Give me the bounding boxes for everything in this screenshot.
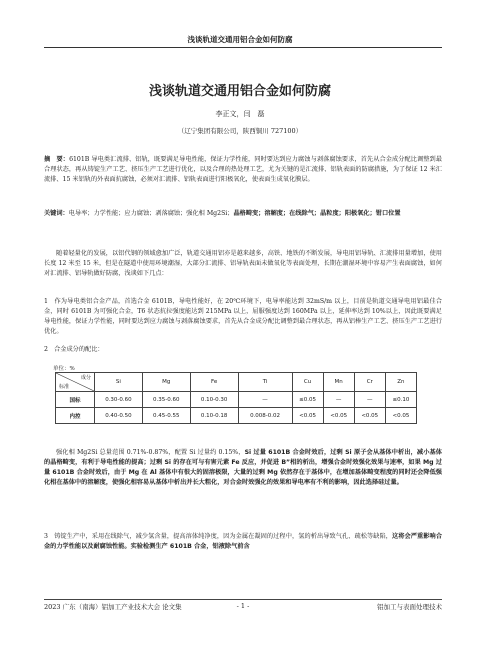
- table-cell: <0.05: [385, 408, 416, 424]
- table-header-row: [56, 373, 417, 392]
- introduction: 随着轻量化的发展，以铝代钢的领域愈加广泛，轨道交通用铝亦是越来越多，高铁、地铁的不断发展，导电用铝导轨、汇流排用量增加，使用长度 12 米至 15 米，但是在隧道中使用环境潮湿，大部分汇流排、铝导轨表面未做氧化等表面处理，长期在潮湿环境中容易产生表面腐蚀，如何对汇流排、铝导轨做好防腐，浅谈如下几点：: [44, 250, 442, 277]
- table-cell: 0.35-0.60: [142, 392, 190, 408]
- corner-bottom-label: 标准: [59, 384, 70, 390]
- table-header-cell: Ti: [238, 373, 292, 392]
- abstract: [44, 155, 442, 185]
- section3-bold: 这将会严重影响合金的力学性能以及耐腐蚀性能。实验检测生产 6101B 合金，铝液除气前含: [44, 533, 443, 550]
- table-cell: —: [323, 392, 354, 408]
- table-unit: 单位：%: [53, 366, 75, 372]
- row-label: 内控: [56, 408, 95, 424]
- abstract-text: 6101B 导电类汇流排、铝轨，既要满足导电性能，保证力学性能，同时要达到应力腐蚀与剥落腐蚀要求，首先从合金成分配比调整到最合理状态，再从铸锭生产工艺、挤压生产工艺进行优化，以及合理的热处理工艺，尤为关键的是汇流排、铝轨表面的防腐措施，为了保证 12 米汇流排、15 米铝轨的外表面抗腐蚀，必须对汇流排、铝轨表面进行阳极氧化，使表面生成氧化膜层。: [44, 156, 443, 183]
- table-header-cell: Fe: [190, 373, 238, 392]
- keywords-label: 关键词：: [44, 210, 69, 217]
- header-rule: [44, 47, 442, 48]
- table-header-cell: Cr: [354, 373, 385, 392]
- composition-table: [55, 372, 417, 424]
- para3-bold: Si 过量 6101B 合金时效后，过剩 Si 原子会从基体中析出，减小基体的晶格畸变，有利于导电性能的提高；过剩 Si 的存在可与有害元素 Fe 反应，并促进 B”相的析出，增强合金时效强化效果与速率，如果 Mg 过量 6101B 合金时效后，由于 Mg 在 Al 基体中有很大的固溶极限，大量的过剩 Mg 依然存在于基体中，在增加基体畸变程度的同时还会降低强化相在基体中的溶解度，使强化相容易从基体中析出并长大粗化，对合金时效强化的效果和导电率有不利的影响，因此选择硅过量。: [44, 449, 442, 486]
- keywords-text: 电导率；力学性能；应力腐蚀；剥落腐蚀；强化相 Mg2Si；: [68, 210, 234, 217]
- table-header-cell: Si: [95, 373, 143, 392]
- table-cell: <0.05: [323, 408, 354, 424]
- paragraph-mg2si: [44, 448, 442, 488]
- footer-right: 铝加工与表面处理技术: [377, 603, 442, 611]
- table-row: [56, 408, 417, 424]
- authors: 李正文，闫 磊: [215, 110, 265, 118]
- abstract-label: 摘 要：: [44, 156, 70, 163]
- table-cell: <0.05: [292, 408, 323, 424]
- table-cell: ≤0.10: [385, 392, 416, 408]
- table-header-cell: Mg: [142, 373, 190, 392]
- row-label: 国标: [56, 392, 95, 408]
- footer-left: 2023 广东（南海）铝加工产业技术大会 论文集: [44, 603, 182, 611]
- table-cell: 0.40-0.50: [95, 408, 143, 424]
- table-header-cell: Mn: [323, 373, 354, 392]
- para3-normal: 强化相 Mg2Si 总量范围 0.71%-0.87%，配置 Si 过量约 0.15%，: [56, 449, 245, 456]
- section3-normal: 3 铸锭生产中，采用在线除气，减少氢含量，提高溶体纯净度，因为金属在凝固的过程中，氢的析出导致气孔、疏松等缺陷，: [44, 533, 393, 540]
- table-cell: 0.008-0.02: [238, 408, 292, 424]
- table-header-cell: Cu: [292, 373, 323, 392]
- table-cell: 0.30-0.60: [95, 392, 143, 408]
- paper-title: 浅谈轨道交通用铝合金如何防腐: [148, 84, 331, 99]
- running-header: 浅谈轨道交通用铝合金如何防腐: [187, 35, 293, 44]
- table-corner-cell: [56, 373, 95, 392]
- table-cell: 0.10-0.18: [190, 408, 238, 424]
- page-number: - 1 -: [236, 602, 250, 610]
- affiliation: （辽宁集团有限公司，陕西铜川 727100）: [177, 127, 303, 135]
- section-3: [44, 532, 442, 552]
- section-1: 1 作为导电类铝合金产品，首选合金 6101B，导电性能好，在 20℃环境下，电导率能达到 32mS/m 以上，目前是轨道交通导电用铝最佳合金，同时 6101B 为可强化合金，T6 状态抗拉强度能达到 215MPa 以上，屈服强度达到 160MPa 以上，延伸率达到 10%以上，因此既要满足导电性能，保证力学性能，同时要达到应力腐蚀与剥落腐蚀要求，首先从合金成分配比调整到最合理状态，再从铝棒生产工艺、挤压生产工艺进行优化。: [44, 298, 442, 335]
- corner-top-label: 成分: [80, 375, 91, 381]
- section-2-heading: 2 合金成分的配比：: [44, 346, 104, 353]
- table-cell: <0.05: [354, 408, 385, 424]
- footer-rule: [44, 599, 442, 600]
- table-cell: ≤0.05: [292, 392, 323, 408]
- keywords-bold: 晶格畸变；溶解度；在线除气；晶粒度；阳极氧化；钳口位置: [233, 210, 401, 217]
- table-cell: —: [238, 392, 292, 408]
- table-cell: —: [354, 392, 385, 408]
- table-header-cell: Zn: [385, 373, 416, 392]
- keywords: [44, 209, 442, 219]
- table-cell: 0.10-0.30: [190, 392, 238, 408]
- table-cell: 0.45-0.55: [142, 408, 190, 424]
- table-row: [56, 392, 417, 408]
